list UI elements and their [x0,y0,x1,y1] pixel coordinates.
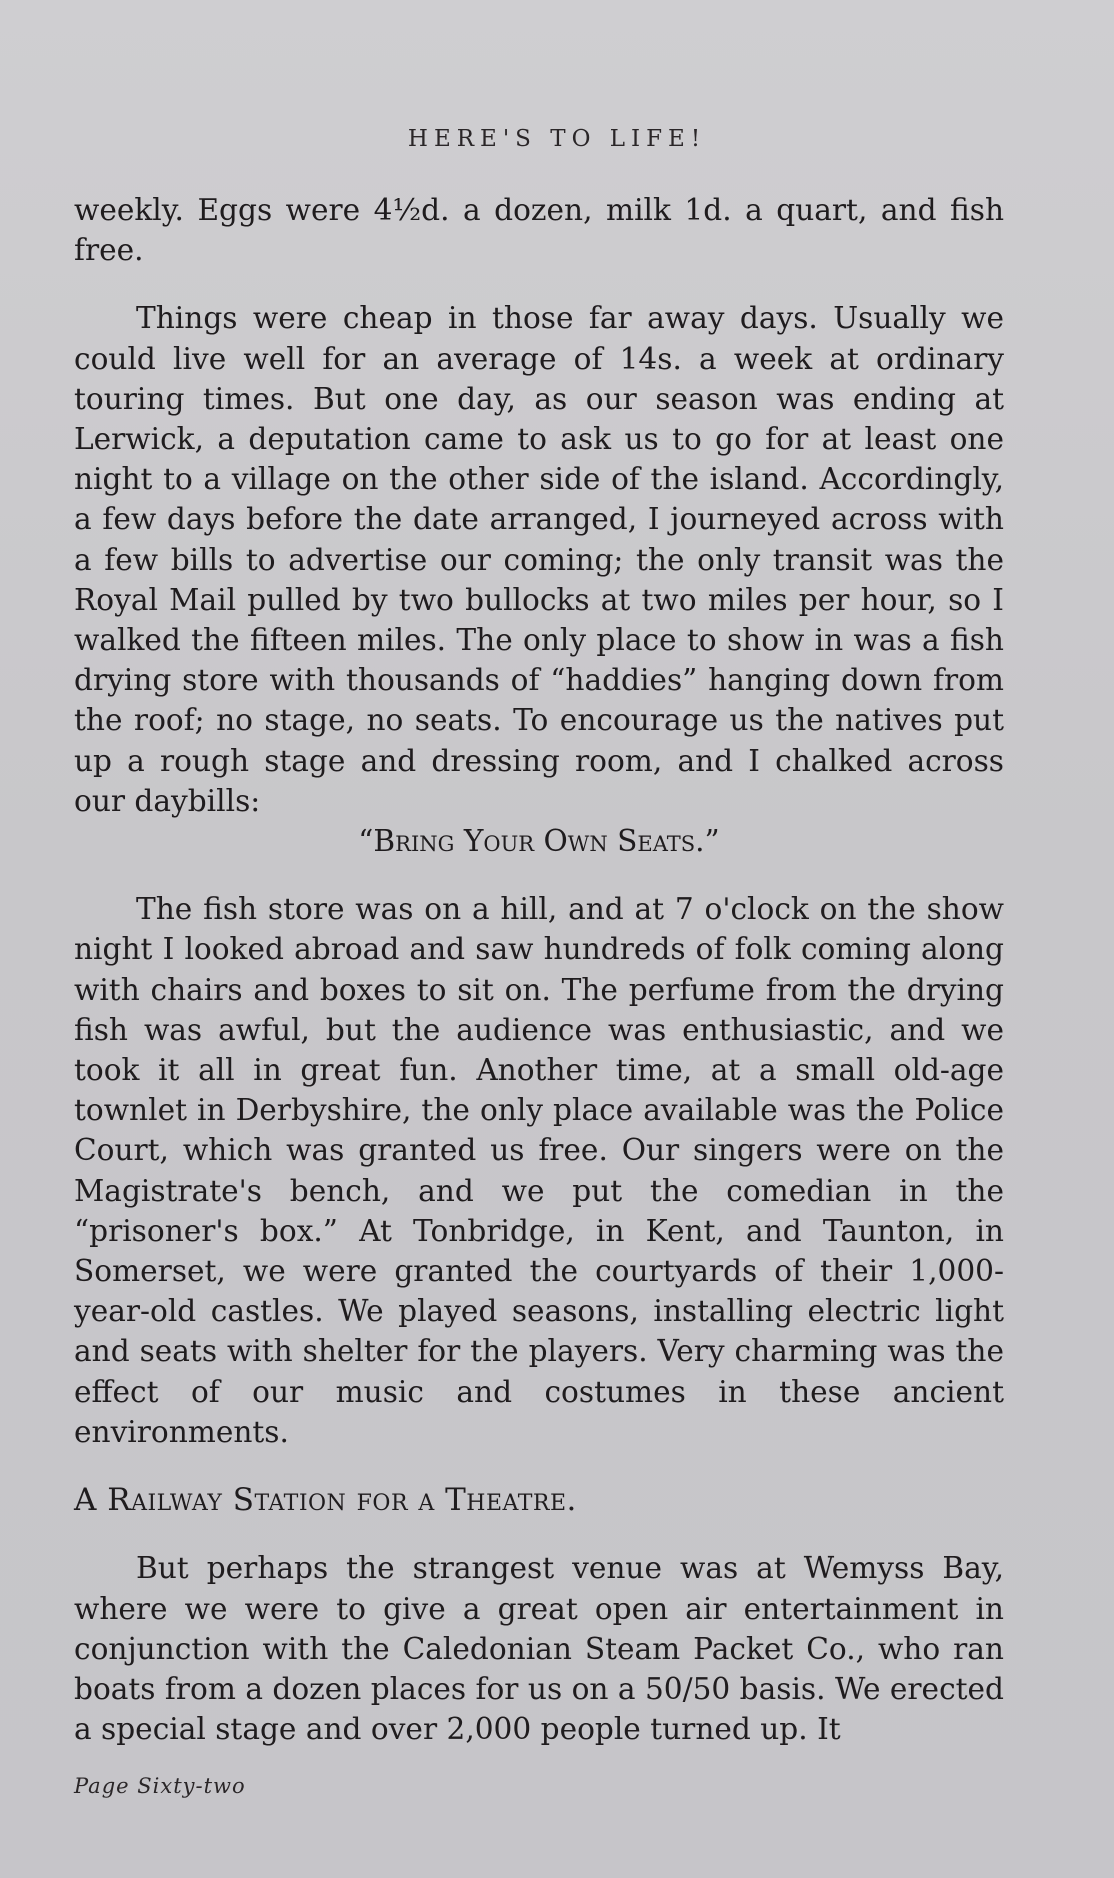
body-text [74,190,1004,1749]
section-heading: A Railway Station for a Theatre. [74,1482,577,1519]
running-head: HERE'S TO LIFE! [407,126,707,152]
paragraph-cheap-days: Things were cheap in those far away days. Usually we could live well for an average of 14s. a week at ordinary touring times. But one day, as our season was ending at Lerwick, a deputation came to ask us to go for at least one night to a village on the other side of the island. Accordingly, a few days before the date arranged, I journeyed across with a few bills to advertise our coming; the only transit was the Royal Mail pulled by two bullocks at two miles per hour, so I walked the fifteen miles. The only place to show in was a fish drying store with thousands of “haddies” hanging down from the roof; no stage, no seats. To encourage us the natives put up a rough stage and dressing room, and I chalked across our daybills: [74,301,1004,818]
paragraph-continuation: weekly. Eggs were 4½d. a dozen, milk 1d. a quart, and fish free. [74,193,1004,268]
page-number: Page Sixty-two [74,1774,246,1798]
daybill-quote: “Bring Your Own Seats.” [358,824,720,859]
paragraph-fish-store: The fish store was on a hill, and at 7 o'clock on the show night I looked abroad and saw hundreds of folk coming along with chairs and boxes to sit on. The perfume from the drying fish was awful, but the audience was enthusiastic, and we took it all in great fun. Another time, at a small old-age townlet in Derbyshire, the only place available was the Police Court, which was granted us free. Our singers were on the Magistrate's bench, and we put the comedian in the “prisoner's box.” At Tonbridge, in Kent, and Taunton, in Somerset, we were granted the courtyards of their 1,000-year-old castles. We played seasons, installing electric light and seats with shelter for the players. Very charming was the effect of our music and costumes in these ancient environments. [74,892,1004,1449]
paragraph-wemyss-bay: But perhaps the strangest venue was at Wemyss Bay, where we were to give a great open air entertainment in conjunction with the Caledonian Steam Packet Co., who ran boats from a dozen places for us on a 50/50 basis. We erected a special stage and over 2,000 people turned up. It [74,1551,1004,1747]
